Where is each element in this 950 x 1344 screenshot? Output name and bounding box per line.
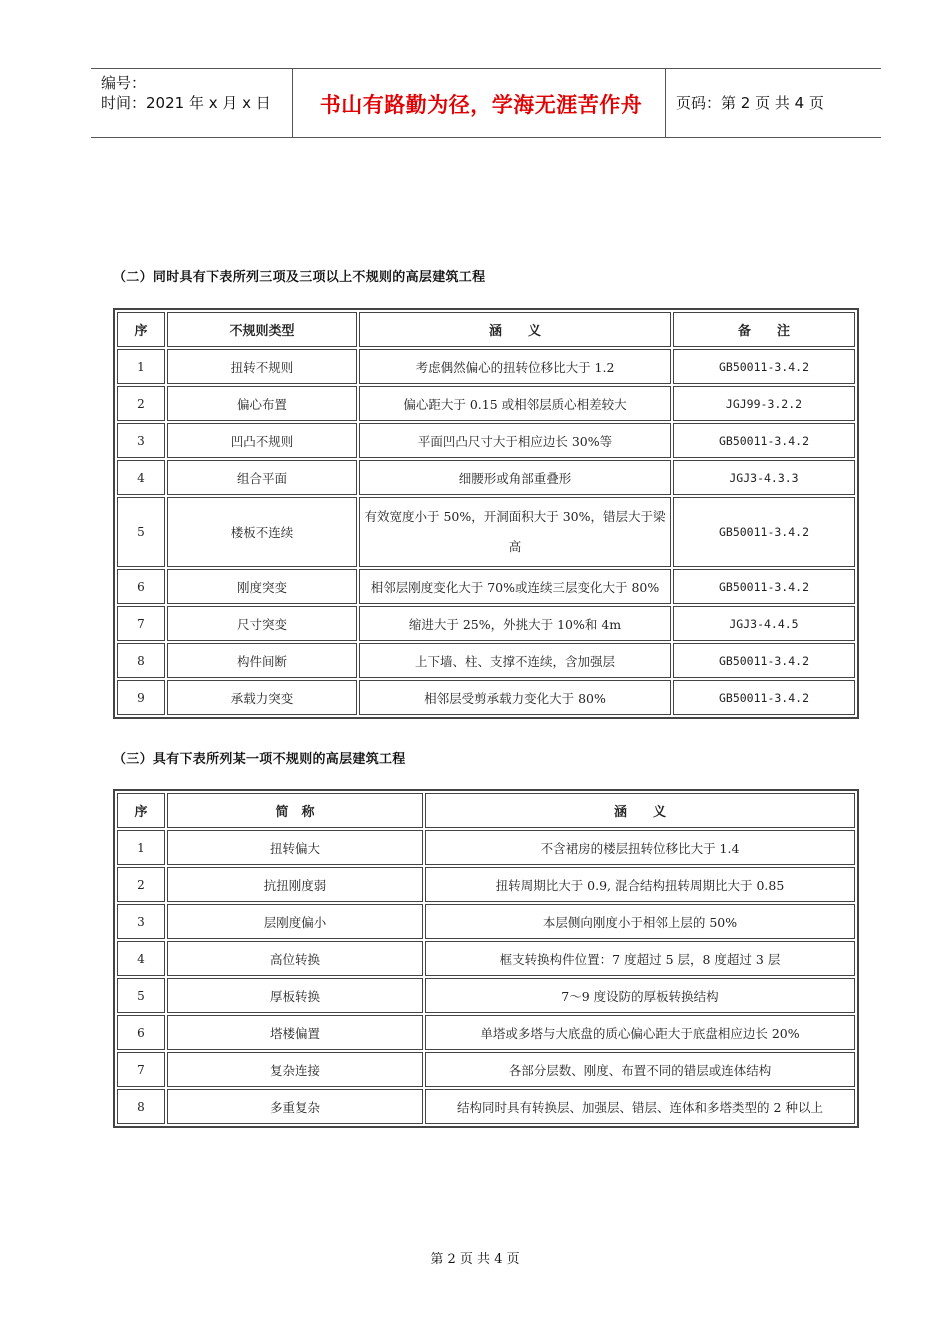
table-cell: 缩进大于 25%，外挑大于 10%和 4m (359, 606, 671, 641)
table-cell: 偏心布置 (167, 386, 357, 421)
table-cell: GB50011-3.4.2 (673, 423, 855, 458)
table-cell: 4 (117, 941, 165, 976)
table-cell: GB50011-3.4.2 (673, 569, 855, 604)
table-cell: 偏心距大于 0.15 或相邻层质心相差较大 (359, 386, 671, 421)
table-cell: 相邻层受剪承载力变化大于 80% (359, 680, 671, 715)
col-header-remark: 备 注 (673, 312, 855, 347)
table-cell: 7～9 度设防的厚板转换结构 (425, 978, 855, 1013)
section-3-title: （三）具有下表所列某一项不规则的高层建筑工程 (113, 752, 406, 767)
table-row (117, 680, 855, 715)
header-meta (101, 73, 271, 113)
table-cell: 高位转换 (167, 941, 423, 976)
header-divider (665, 69, 666, 137)
table-header-row (117, 312, 855, 347)
table-cell: 扭转偏大 (167, 830, 423, 865)
table-cell: 尺寸突变 (167, 606, 357, 641)
header-page-number: 页码：第 2 页 共 4 页 (676, 94, 824, 112)
table-cell: 8 (117, 1089, 165, 1124)
table-cell: 5 (117, 978, 165, 1013)
table-cell: 扭转不规则 (167, 349, 357, 384)
table-row (117, 1015, 855, 1050)
page-footer: 第 2 页 共 4 页 (430, 1252, 520, 1267)
table-cell: 刚度突变 (167, 569, 357, 604)
table-cell: 抗扭刚度弱 (167, 867, 423, 902)
table-header-row (117, 793, 855, 828)
table-cell: 1 (117, 830, 165, 865)
time-label: 时间：2021 年 x 月 x 日 (101, 94, 271, 112)
table-row (117, 941, 855, 976)
table-cell: GB50011-3.4.2 (673, 680, 855, 715)
col-header-index: 序 (117, 793, 165, 828)
table-cell: JGJ3-4.3.3 (673, 460, 855, 495)
table-cell: 7 (117, 606, 165, 641)
table-cell: 6 (117, 569, 165, 604)
table-cell: 复杂连接 (167, 1052, 423, 1087)
table-row (117, 349, 855, 384)
table-row (117, 497, 855, 567)
col-header-index: 序 (117, 312, 165, 347)
table-row (117, 978, 855, 1013)
section-2-title: （二）同时具有下表所列三项及三项以上不规则的高层建筑工程 (113, 270, 486, 285)
table-cell: 1 (117, 349, 165, 384)
table-cell: 扭转周期比大于 0.9, 混合结构扭转周期比大于 0.85 (425, 867, 855, 902)
table-cell: 4 (117, 460, 165, 495)
table-cell: 承载力突变 (167, 680, 357, 715)
irregularity-table-2 (113, 308, 859, 719)
table-cell: 结构同时具有转换层、加强层、错层、连体和多塔类型的 2 种以上 (425, 1089, 855, 1124)
table-cell: 单塔或多塔与大底盘的质心偏心距大于底盘相应边长 20% (425, 1015, 855, 1050)
table-cell: 3 (117, 423, 165, 458)
table-row (117, 386, 855, 421)
header-divider (292, 69, 293, 137)
table-cell: 凹凸不规则 (167, 423, 357, 458)
table-cell: JGJ99-3.2.2 (673, 386, 855, 421)
table-cell: 本层侧向刚度小于相邻上层的 50% (425, 904, 855, 939)
table-cell: 楼板不连续 (167, 497, 357, 567)
table-row (117, 643, 855, 678)
irregularity-table-3 (113, 789, 859, 1128)
table-row (117, 606, 855, 641)
table-cell: 平面凹凸尺寸大于相应边长 30%等 (359, 423, 671, 458)
table-cell: 塔楼偏置 (167, 1015, 423, 1050)
table-cell: 不含裙房的楼层扭转位移比大于 1.4 (425, 830, 855, 865)
table-cell: 层刚度偏小 (167, 904, 423, 939)
col-header-short-name: 简 称 (167, 793, 423, 828)
table-row (117, 867, 855, 902)
table-cell: 5 (117, 497, 165, 567)
table-row (117, 904, 855, 939)
table-cell: 相邻层刚度变化大于 70%或连续三层变化大于 80% (359, 569, 671, 604)
table-cell: 7 (117, 1052, 165, 1087)
table-cell: 多重复杂 (167, 1089, 423, 1124)
col-header-type: 不规则类型 (167, 312, 357, 347)
table-row (117, 1052, 855, 1087)
header-motto: 书山有路勤为径，学海无涯苦作舟 (319, 93, 643, 117)
table-cell: 细腰形或角部重叠形 (359, 460, 671, 495)
table-cell: 有效宽度小于 50%，开洞面积大于 30%，错层大于梁高 (359, 497, 671, 567)
page-header (91, 68, 881, 138)
serial-label: 编号： (101, 74, 147, 92)
table-cell: 考虑偶然偏心的扭转位移比大于 1.2 (359, 349, 671, 384)
table-cell: 框支转换构件位置：7 度超过 5 层，8 度超过 3 层 (425, 941, 855, 976)
table-cell: JGJ3-4.4.5 (673, 606, 855, 641)
table-row (117, 460, 855, 495)
table-row (117, 569, 855, 604)
table-cell: 各部分层数、刚度、布置不同的错层或连体结构 (425, 1052, 855, 1087)
table-cell: GB50011-3.4.2 (673, 643, 855, 678)
table-cell: 6 (117, 1015, 165, 1050)
table-row (117, 830, 855, 865)
table-row (117, 423, 855, 458)
table-cell: GB50011-3.4.2 (673, 349, 855, 384)
table-cell: 3 (117, 904, 165, 939)
table-cell: 8 (117, 643, 165, 678)
col-header-meaning: 涵 义 (359, 312, 671, 347)
table-cell: 2 (117, 867, 165, 902)
table-cell: 厚板转换 (167, 978, 423, 1013)
col-header-meaning: 涵 义 (425, 793, 855, 828)
table-cell: 2 (117, 386, 165, 421)
table-cell: GB50011-3.4.2 (673, 497, 855, 567)
table-cell: 9 (117, 680, 165, 715)
table-cell: 构件间断 (167, 643, 357, 678)
table-row (117, 1089, 855, 1124)
table-cell: 上下墙、柱、支撑不连续，含加强层 (359, 643, 671, 678)
table-cell: 组合平面 (167, 460, 357, 495)
